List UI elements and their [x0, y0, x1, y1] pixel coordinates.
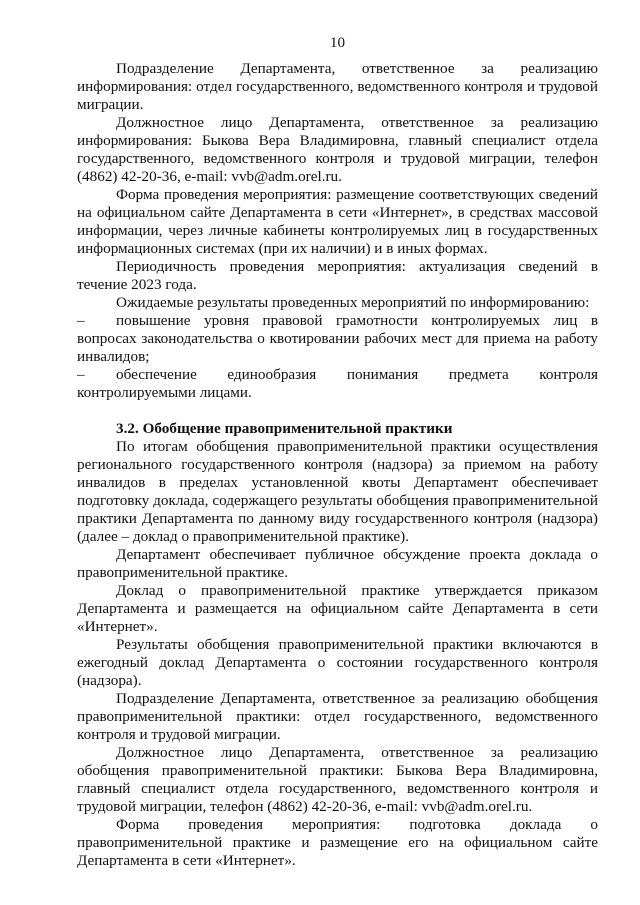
dash-marker: – [77, 366, 85, 383]
dash-marker: – [77, 312, 85, 329]
paragraph-periodicity: Периодичность проведения мероприятия: актуализация сведений в течение 2023 года. [77, 258, 598, 293]
page-number: 10 [329, 34, 346, 51]
paragraph-event-form-practice: Форма проведения мероприятия: подготовка доклада о правоприменительной практике и размещение его на официальном сайте Департамента в сети «Интернет». [77, 816, 598, 869]
paragraph-subdivision-info: Подразделение Департамента, ответственное за реализацию информирования: отдел государственного, ведомственного контроля и трудовой миграции. [77, 60, 598, 113]
list-item [77, 366, 598, 402]
paragraph-event-form: Форма проведения мероприятия: размещение соответствующих сведений на официальном сайте Департамента в сети «Интернет», в средствах массовой информации, через личные кабинеты контролируемых лиц в государственных информационных системах (при их наличии) и в иных формах. [77, 186, 598, 257]
paragraph-subdivision-practice: Подразделение Департамента, ответственное за реализацию обобщения правоприменительной практики: отдел государственного, ведомственного контроля и трудовой миграции. [77, 690, 598, 743]
paragraph-annual-report: Результаты обобщения правоприменительной практики включаются в ежегодный доклад Департамента о состоянии государственного контроля (надзора). [77, 636, 598, 689]
paragraph-public-discussion: Департамент обеспечивает публичное обсуждение проекта доклада о правоприменительной практике. [77, 546, 598, 581]
list-item-text: повышение уровня правовой грамотности контролируемых лиц в вопросах законодательства о квотировании рабочих мест для приема на работу инвалидов; [77, 312, 598, 365]
paragraph-report-preparation: По итогам обобщения правоприменительной практики осуществления регионального государственного контроля (надзора) за приемом на работу инвалидов в пределах установленной квоты Департамент обеспечивает подготовку доклада, содержащего результаты обобщения правоприменительной практики Департамента по данному виду государственного контроля (надзора) (далее – доклад о правоприменительной практике). [77, 438, 598, 545]
paragraph-official-practice: Должностное лицо Департамента, ответственное за реализацию обобщения правоприменительной практики: Быкова Вера Владимировна, главный специалист отдела государственного, ведомственного контроля и трудовой миграции, телефон (4862) 42-20-36, e-mail: vvb@adm.orel.ru. [77, 744, 598, 815]
paragraph-official-info: Должностное лицо Департамента, ответственное за реализацию информирования: Быкова Вера Владимировна, главный специалист отдела государственного, ведомственного контроля и трудовой миграции, телефон (4862) 42-20-36, e-mail: vvb@adm.orel.ru. [77, 114, 598, 185]
list-item-text: обеспечение единообразия понимания предмета контроля контролируемыми лицами. [77, 366, 598, 401]
section-heading: 3.2. Обобщение правоприменительной практики [116, 420, 453, 437]
paragraph-expected-results: Ожидаемые результаты проведенных мероприятий по информированию: [116, 294, 590, 311]
paragraph-report-approval: Доклад о правоприменительной практике утверждается приказом Департамента и размещается на официальном сайте Департамента в сети «Интернет». [77, 582, 598, 635]
list-item [77, 312, 598, 366]
